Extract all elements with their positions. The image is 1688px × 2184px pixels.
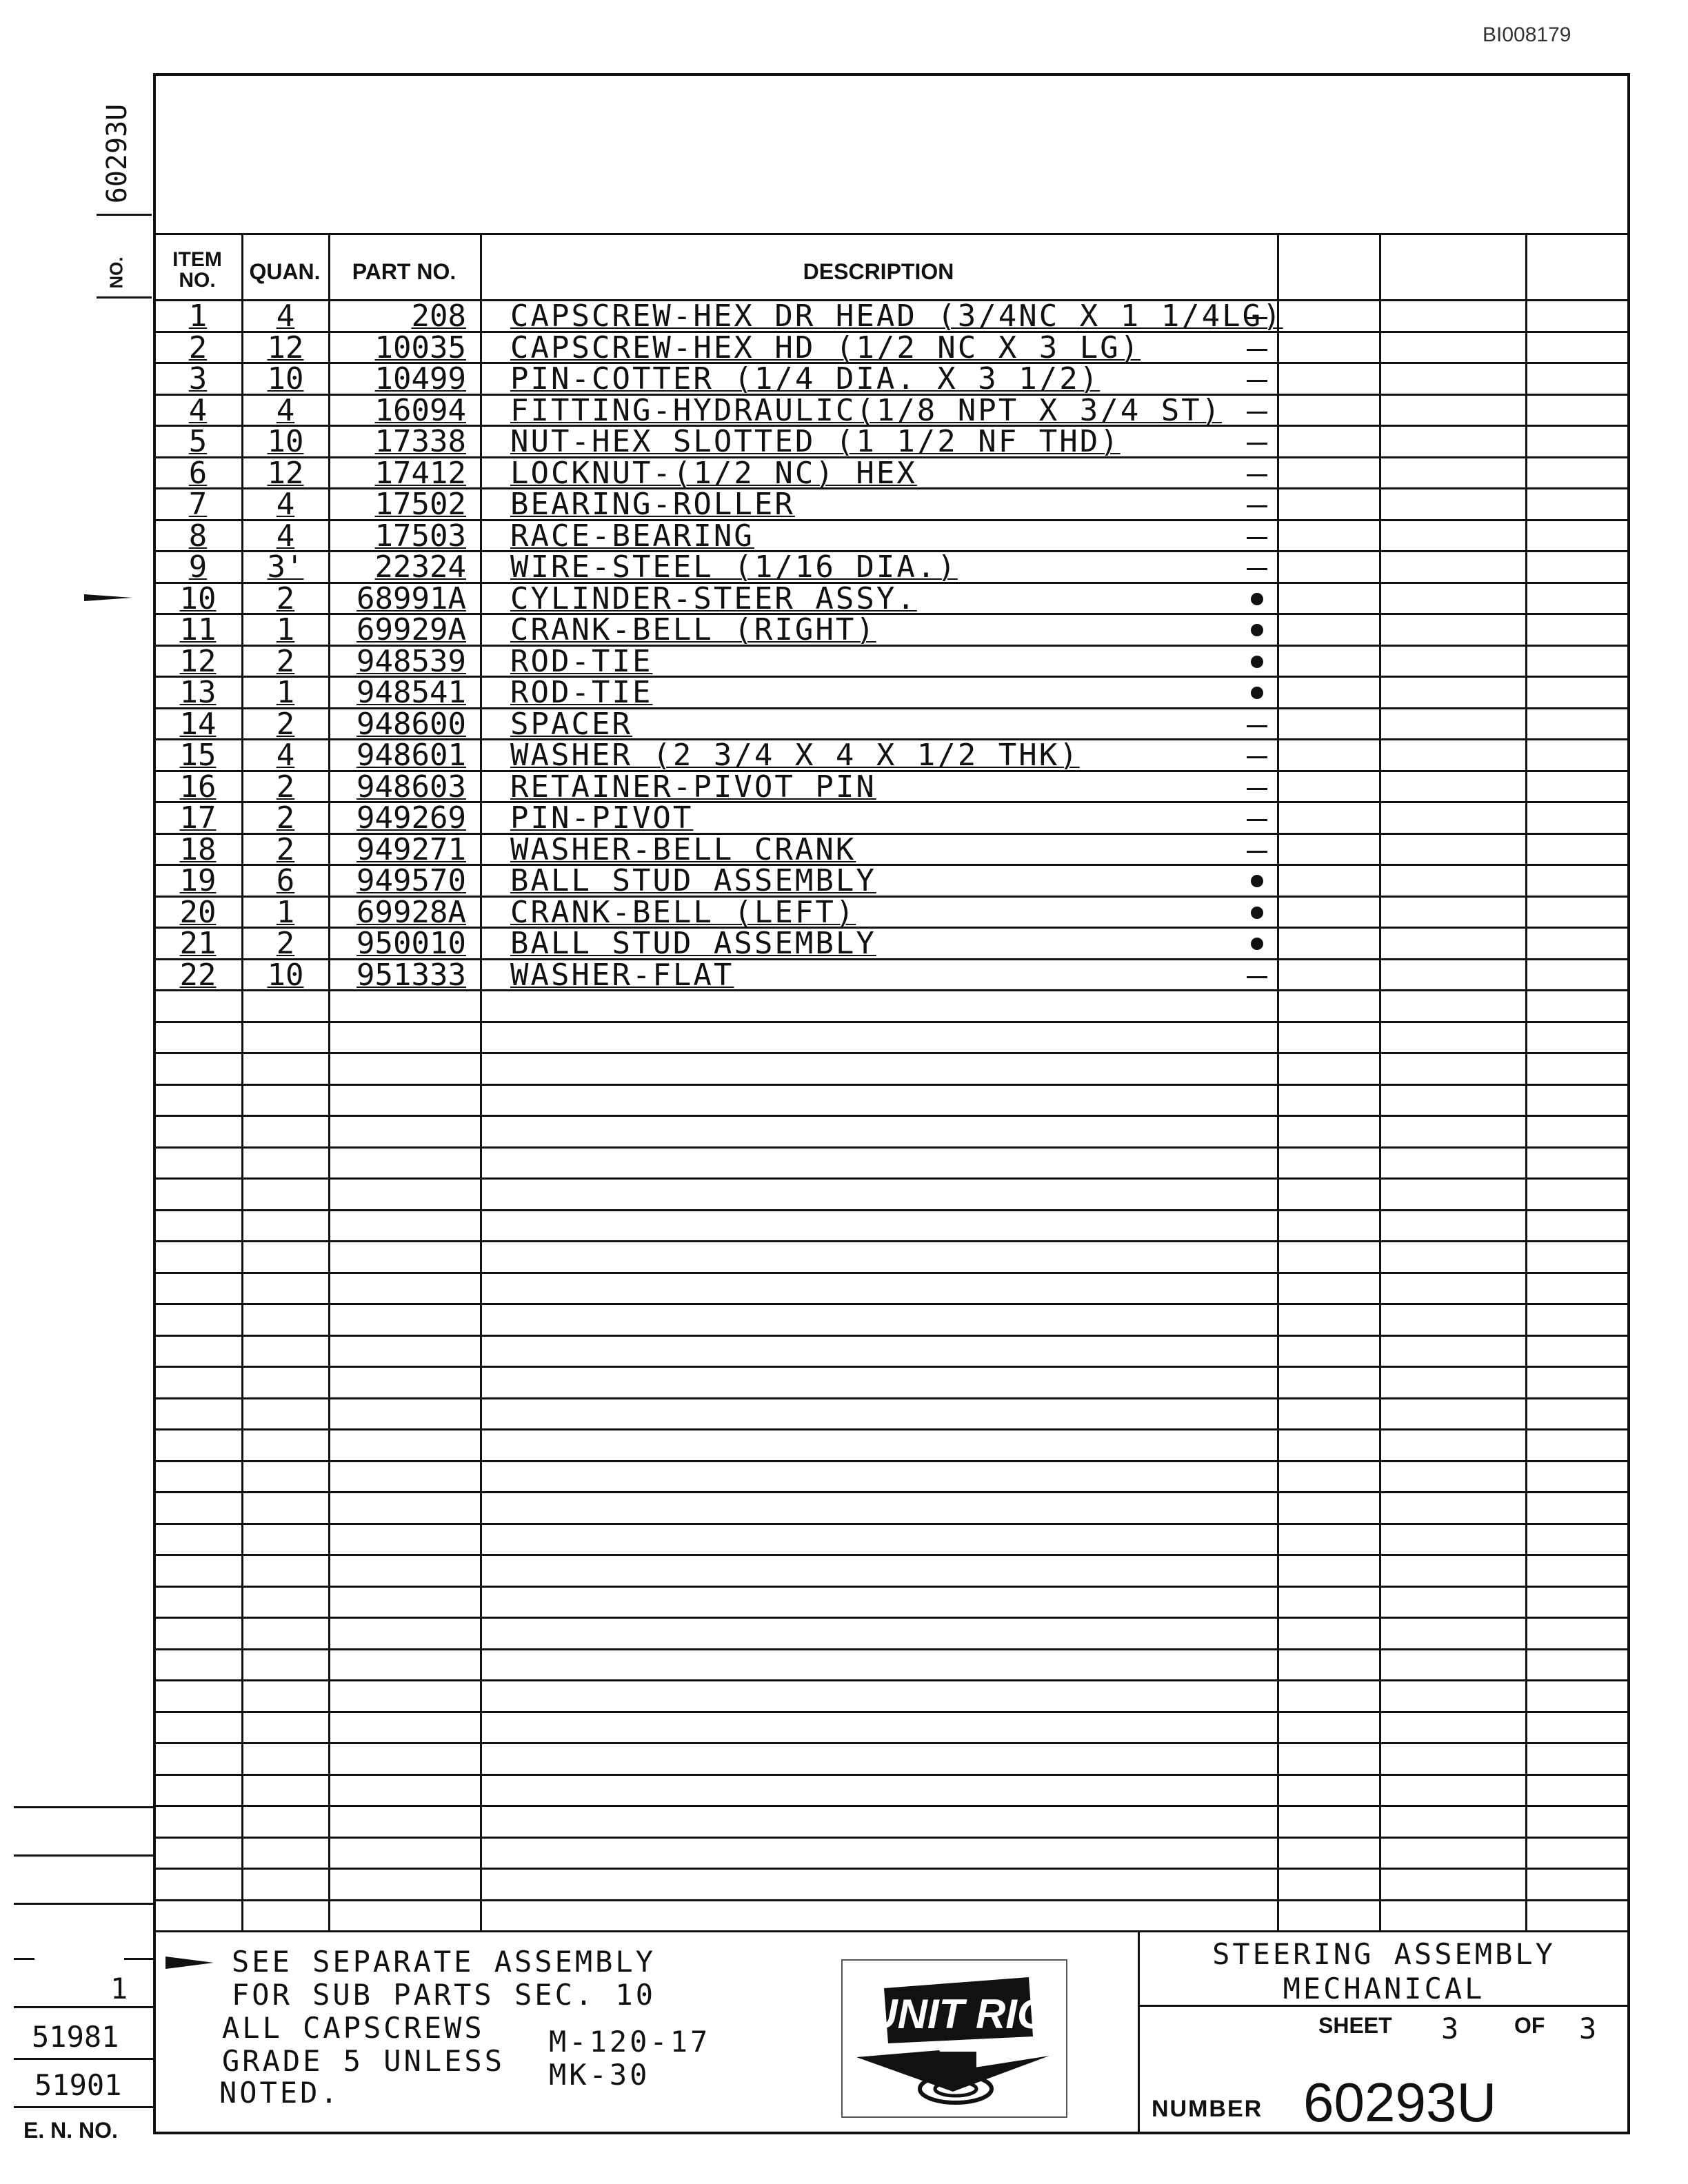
description: NUT-HEX SLOTTED (1 1/2 NF THD)	[510, 424, 1121, 459]
part-number: 948601	[356, 738, 466, 773]
description: BEARING-ROLLER	[510, 487, 795, 522]
quantity: 2	[276, 800, 295, 836]
dash-mark	[1247, 568, 1267, 570]
quantity: 4	[276, 487, 295, 522]
part-number: 69928A	[356, 895, 466, 930]
number-label: NUMBER	[1152, 2096, 1263, 2122]
dash-mark	[1247, 443, 1267, 445]
dash-mark	[1247, 412, 1267, 414]
description: CAPSCREW-HEX HD (1/2 NC X 3 LG)	[510, 330, 1141, 365]
item-number: 6	[188, 456, 208, 491]
title-line-1: STEERING ASSEMBLY	[1212, 1937, 1556, 1971]
part-number: 949269	[356, 800, 466, 836]
part-number: 10035	[374, 330, 466, 365]
item-number: 4	[188, 393, 208, 428]
description: ROD-TIE	[510, 675, 653, 710]
item-number: 18	[179, 832, 217, 867]
part-number: 22324	[374, 549, 466, 585]
item-number: 12	[179, 644, 217, 679]
header-quantity: QUAN.	[249, 259, 321, 284]
en-number-2: 51901	[34, 2068, 122, 2102]
item-number: 22	[179, 958, 217, 993]
note-line-3: ALL CAPSCREWS	[222, 2011, 485, 2045]
quantity: 2	[276, 832, 295, 867]
dash-mark	[1247, 756, 1267, 758]
en-number-1: 51981	[32, 2020, 119, 2054]
note-line-1: SEE SEPARATE ASSEMBLY	[232, 1945, 656, 1979]
part-number: 17502	[374, 487, 466, 522]
vertical-part-number: 60293U	[101, 103, 133, 204]
dash-mark	[1247, 474, 1267, 476]
quantity: 4	[276, 518, 295, 554]
description: LOCKNUT-(1/2 NC) HEX	[510, 456, 917, 491]
item-number: 17	[179, 800, 217, 836]
part-number: 16094	[374, 393, 466, 428]
item-number: 7	[188, 487, 208, 522]
bullet-mark	[1251, 938, 1263, 950]
bullet-mark	[1251, 593, 1263, 605]
quantity: 12	[267, 456, 304, 491]
quantity: 2	[276, 644, 295, 679]
revision-number: 1	[110, 1972, 128, 2005]
dash-mark	[1247, 788, 1267, 790]
sheet-of-label: OF	[1514, 2013, 1545, 2038]
quantity: 3'	[267, 549, 304, 585]
document-id: BI008179	[1483, 23, 1571, 46]
drawing-number: 60293U	[1303, 2072, 1497, 2133]
bullet-mark	[1251, 624, 1263, 636]
unit-rig-logo	[841, 1959, 1067, 2118]
item-number: 20	[179, 895, 217, 930]
quantity: 4	[276, 393, 295, 428]
part-number: 948600	[356, 707, 466, 742]
part-number: 10499	[374, 361, 466, 396]
description: PIN-COTTER (1/4 DIA. X 3 1/2)	[510, 361, 1101, 396]
item-number: 16	[179, 769, 217, 805]
item-number: 11	[179, 612, 217, 647]
pointer-arrow-icon	[84, 589, 132, 607]
en-number-label: E. N. NO.	[23, 2118, 118, 2143]
part-number: 208	[411, 299, 466, 334]
part-number: 68991A	[356, 581, 466, 616]
quantity: 2	[276, 707, 295, 742]
quantity: 4	[276, 738, 295, 773]
note-line-4: GRADE 5 UNLESS	[222, 2044, 505, 2078]
dash-mark	[1247, 380, 1267, 382]
quantity: 10	[267, 361, 304, 396]
header-part-no: PART NO.	[352, 259, 456, 284]
note-line-5: NOTED.	[219, 2076, 341, 2110]
dash-mark	[1247, 976, 1267, 978]
svg-text:UNIT RIG: UNIT RIG	[867, 1991, 1049, 2037]
part-number: 17338	[374, 424, 466, 459]
dash-mark	[1247, 819, 1267, 821]
item-number: 10	[179, 581, 217, 616]
description: CYLINDER-STEER ASSY.	[510, 581, 917, 616]
part-number: 948603	[356, 769, 466, 805]
item-number: 1	[188, 299, 208, 334]
item-number: 14	[179, 707, 217, 742]
item-number: 2	[188, 330, 208, 365]
part-number: 950010	[356, 926, 466, 961]
description: BALL STUD ASSEMBLY	[510, 863, 876, 898]
bullet-mark	[1251, 687, 1263, 699]
description: RETAINER-PIVOT PIN	[510, 769, 876, 805]
quantity: 2	[276, 926, 295, 961]
item-number: 9	[188, 549, 208, 585]
description: WIRE-STEEL (1/16 DIA.)	[510, 549, 958, 585]
sheet-current: 3	[1441, 2012, 1459, 2045]
description: PIN-PIVOT	[510, 800, 694, 836]
header-item: ITEM NO.	[172, 248, 222, 292]
description: WASHER (2 3/4 X 4 X 1/2 THK)	[510, 738, 1080, 773]
arrow-icon	[165, 1952, 214, 1973]
quantity: 4	[276, 299, 295, 334]
description: SPACER	[510, 707, 632, 742]
part-number: 948541	[356, 675, 466, 710]
item-number: 21	[179, 926, 217, 961]
part-number: 948539	[356, 644, 466, 679]
part-number: 17412	[374, 456, 466, 491]
bullet-mark	[1251, 907, 1263, 919]
dash-mark	[1247, 349, 1267, 351]
item-number: 13	[179, 675, 217, 710]
title-line-2: MECHANICAL	[1283, 1972, 1485, 2005]
reference-1: M-120-17	[549, 2025, 711, 2059]
item-number: 5	[188, 424, 208, 459]
description: RACE-BEARING	[510, 518, 754, 554]
description: FITTING-HYDRAULIC(1/8 NPT X 3/4 ST)	[510, 393, 1223, 428]
description: CAPSCREW-HEX DR HEAD (3/4NC X 1 1/4LG)	[510, 299, 1283, 334]
bullet-mark	[1251, 656, 1263, 668]
item-number: 19	[179, 863, 217, 898]
part-number: 17503	[374, 518, 466, 554]
quantity: 10	[267, 958, 304, 993]
dash-mark	[1247, 725, 1267, 727]
description: CRANK-BELL (RIGHT)	[510, 612, 876, 647]
quantity: 1	[276, 612, 295, 647]
item-number: 8	[188, 518, 208, 554]
sheet-total: 3	[1579, 2012, 1597, 2045]
header-description: DESCRIPTION	[803, 259, 954, 284]
quantity: 1	[276, 895, 295, 930]
item-number: 15	[179, 738, 217, 773]
vertical-label: NO.	[106, 256, 127, 289]
note-line-2: FOR SUB PARTS SEC. 10	[232, 1978, 656, 2012]
reference-2: MK-30	[549, 2058, 650, 2092]
part-number: 949271	[356, 832, 466, 867]
dash-mark	[1247, 537, 1267, 539]
dash-mark	[1247, 851, 1267, 853]
part-number: 949570	[356, 863, 466, 898]
description: CRANK-BELL (LEFT)	[510, 895, 856, 930]
item-number: 3	[188, 361, 208, 396]
quantity: 6	[276, 863, 295, 898]
description: WASHER-FLAT	[510, 958, 734, 993]
bullet-mark	[1251, 875, 1263, 887]
quantity: 2	[276, 581, 295, 616]
sheet-label: SHEET	[1318, 2013, 1392, 2038]
description: ROD-TIE	[510, 644, 653, 679]
dash-mark	[1247, 505, 1267, 507]
quantity: 2	[276, 769, 295, 805]
dash-mark	[1247, 317, 1267, 319]
part-number: 69929A	[356, 612, 466, 647]
part-number: 951333	[356, 958, 466, 993]
quantity: 12	[267, 330, 304, 365]
description: BALL STUD ASSEMBLY	[510, 926, 876, 961]
quantity: 10	[267, 424, 304, 459]
quantity: 1	[276, 675, 295, 710]
description: WASHER-BELL CRANK	[510, 832, 856, 867]
